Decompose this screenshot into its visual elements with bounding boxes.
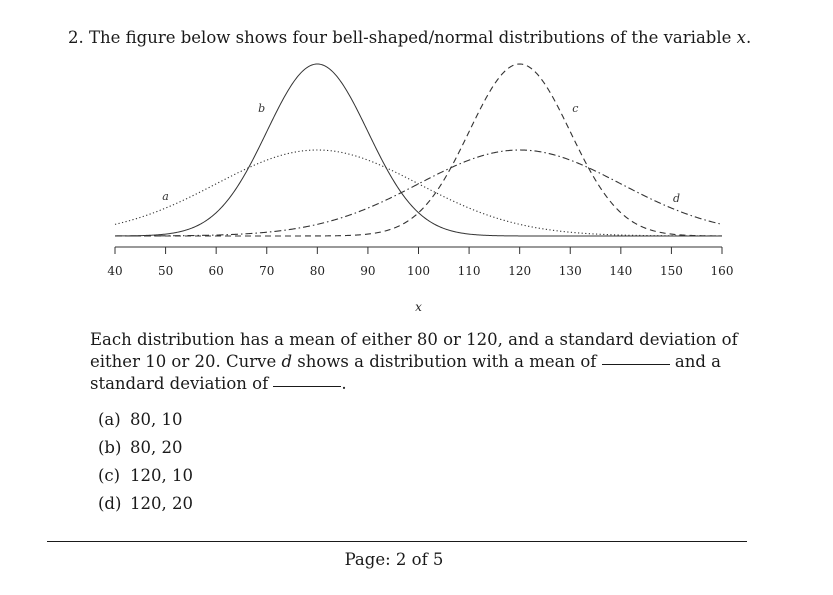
choice-text: 80, 20: [130, 438, 183, 457]
paragraph-part1: Each distribution has a mean of either 80 or 120, and a standard deviation of either 10 or 20. Curve: [90, 330, 738, 371]
page-footer: [0, 550, 833, 569]
x-tick-label: 140: [609, 264, 633, 278]
curves-group: [115, 64, 722, 236]
curve-label-d: d: [672, 192, 680, 206]
choice-text: 120, 20: [130, 494, 193, 513]
page-indicator: Page: 2 of 5: [344, 550, 444, 569]
paragraph-part4: .: [341, 374, 347, 393]
curve-d: [115, 150, 722, 236]
x-tick-label: 110: [457, 264, 481, 278]
paragraph-part2: shows a distribution with a mean of: [292, 352, 602, 371]
choice-label: (b): [98, 438, 122, 457]
choice-label: (a): [98, 410, 121, 429]
footer-rule: [47, 541, 747, 542]
question-text-end: .: [745, 28, 752, 47]
x-tick-label: 70: [259, 264, 275, 278]
x-axis-label: x: [415, 300, 422, 314]
curve-label-c: c: [572, 102, 579, 115]
mean-blank: [602, 363, 670, 365]
question-number: 2.: [68, 28, 84, 47]
normal-distributions-figure: [0, 50, 833, 320]
question-text: The figure below shows four bell-shaped/normal distributions of the variable: [89, 28, 737, 47]
curve-label-b: b: [258, 102, 266, 115]
question-variable: x: [736, 28, 746, 47]
x-tick-label: 160: [710, 264, 734, 278]
choice-text: 120, 10: [130, 466, 193, 485]
x-tick-label: 90: [360, 264, 376, 278]
x-tick-label: 130: [558, 264, 582, 278]
curve-b: [115, 64, 722, 236]
question-stem: [68, 28, 751, 47]
choice-d[interactable]: [98, 490, 193, 518]
choice-c[interactable]: [98, 462, 193, 490]
choice-label: (d): [98, 494, 122, 513]
x-tick-label: 60: [208, 264, 224, 278]
x-tick-label: 120: [508, 264, 532, 278]
x-tick-label: 50: [157, 264, 174, 278]
choice-b[interactable]: [98, 434, 193, 462]
paragraph-part3: and a standard deviation of: [90, 352, 721, 393]
answer-choices: [98, 406, 193, 518]
choice-text: 80, 10: [130, 410, 183, 429]
curve-labels: [162, 102, 680, 205]
curve-label-a: a: [162, 190, 169, 204]
x-axis: [107, 247, 733, 314]
x-tick-label: 150: [659, 264, 683, 278]
sd-blank: [273, 385, 341, 387]
curve-a: [115, 150, 722, 236]
x-tick-label: 80: [309, 264, 325, 278]
x-tick-label: 40: [107, 264, 123, 278]
curve-c: [115, 64, 722, 236]
choice-a[interactable]: [98, 406, 193, 434]
choice-label: (c): [98, 466, 121, 485]
x-tick-label: 100: [407, 264, 430, 278]
paragraph-curve-name: d: [281, 352, 293, 371]
question-paragraph: [90, 329, 755, 395]
